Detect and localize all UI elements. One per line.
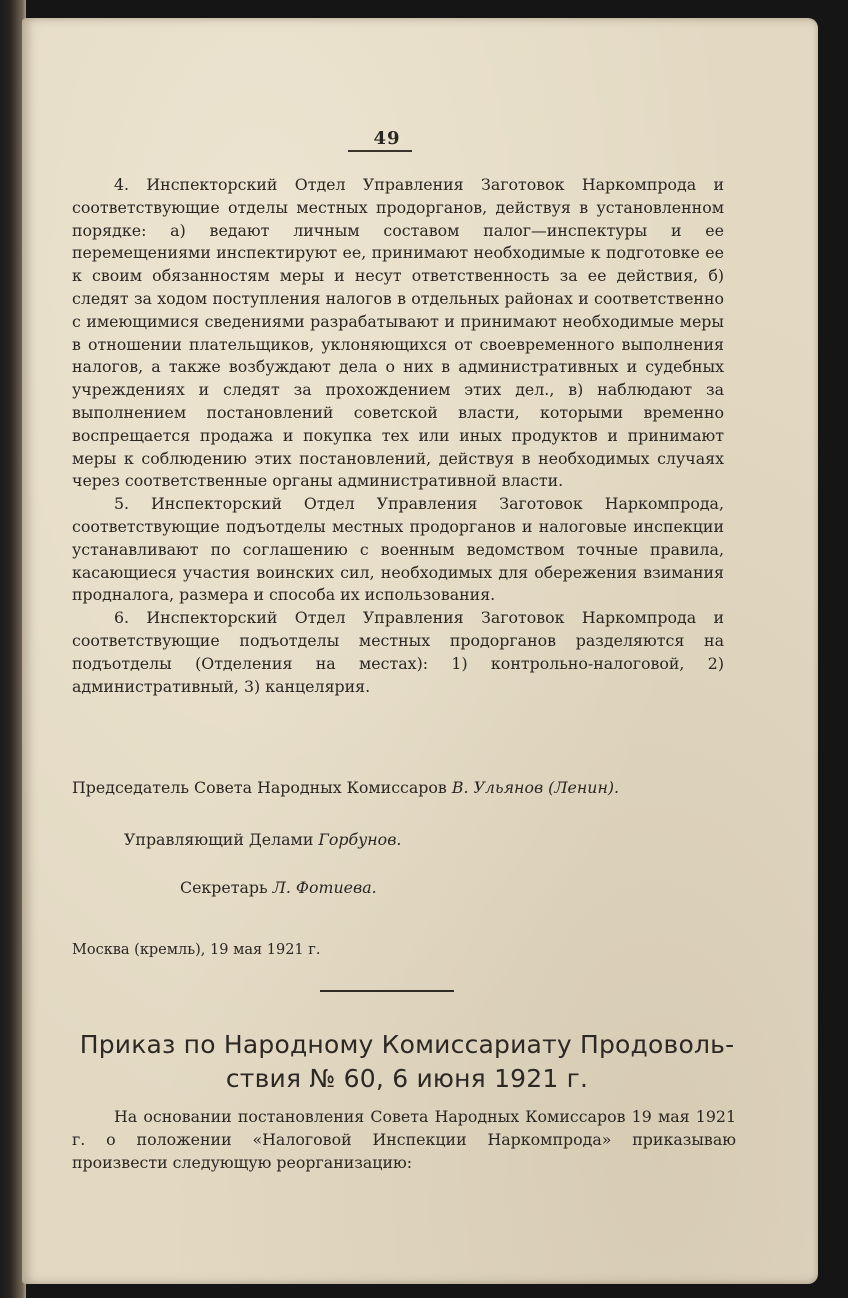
signature-chairman xyxy=(72,778,732,797)
paragraph-5: 5. Инспекторский Отдел Управления Заготовок Наркомпрода, соответствующие подъотделы местных продорганов и налоговые инспекции устанавливают по соглашению с военным ведомством точные правила, касающиеся участия воинских сил, необходимых для обережения взимания продналога, размера и способа их использования. xyxy=(72,494,724,605)
secretary-title: Секретарь xyxy=(180,878,268,897)
order-paragraph: На основании постановления Совета Народных Комиссаров 19 мая 1921 г. о положении «Налоговой Инспекции Наркомпрода» приказываю произвести следующую реорганизацию: xyxy=(72,1107,736,1172)
decree-body xyxy=(72,174,724,698)
secretary-name: Л. Фотиева. xyxy=(272,878,377,897)
signature-secretary xyxy=(180,878,600,897)
order-heading xyxy=(62,1028,752,1096)
page-number-rule xyxy=(348,150,412,152)
order-heading-line-1: Приказ по Народному Комиссариату Продоволь- xyxy=(79,1030,735,1059)
page-number: 49 xyxy=(373,128,401,149)
manager-title: Управляющий Делами xyxy=(124,830,314,849)
chairman-name: В. Ульянов (Ленин). xyxy=(451,778,620,797)
order-body xyxy=(72,1106,736,1174)
place-and-date: Москва (кремль), 19 мая 1921 г. xyxy=(72,942,321,958)
section-divider xyxy=(320,990,454,992)
paragraph-6: 6. Инспекторский Отдел Управления Заготовок Наркомпрода и соответствующие подъотделы местных продорганов разделяются на подъотделы (Отделения на местах): 1) контрольно-налоговой, 2) административный, 3) канцелярия. xyxy=(72,608,724,696)
signature-manager xyxy=(124,830,644,849)
chairman-title: Председатель Совета Народных Комиссаров xyxy=(72,778,447,797)
paragraph-4: 4. Инспекторский Отдел Управления Заготовок Наркомпрода и соответствующие отделы местных продорганов, действуя в установленном порядке: а) ведают личным составом палог—инспектуры и ее перемещениями инспектируют ее, принимают необходимые к подготовке ее к своим обязанностям меры и несут ответственность за ее действия, б) следят за ходом поступления налогов в отдельных районах и соответственно с имеющимися сведениями разрабатывают и принимают необходимые меры в отношении плательщиков, уклоняющихся от своевременного выполнения налогов, а также возбуждают дела о них в административных и судебных учреждениях и следят за прохождением этих дел., в) наблюдают за выполнением постановлений советской власти, которыми временно воспрещается продажа и покупка тех или иных продуктов и принимают меры к соблюдению этих постановлений, действуя в необходимых случаях через соответственные органы административной власти. xyxy=(72,175,724,491)
order-heading-line-2: ствия № 60, 6 июня 1921 г. xyxy=(225,1064,589,1093)
manager-name: Горбунов. xyxy=(318,830,402,849)
book-page xyxy=(22,18,818,1284)
